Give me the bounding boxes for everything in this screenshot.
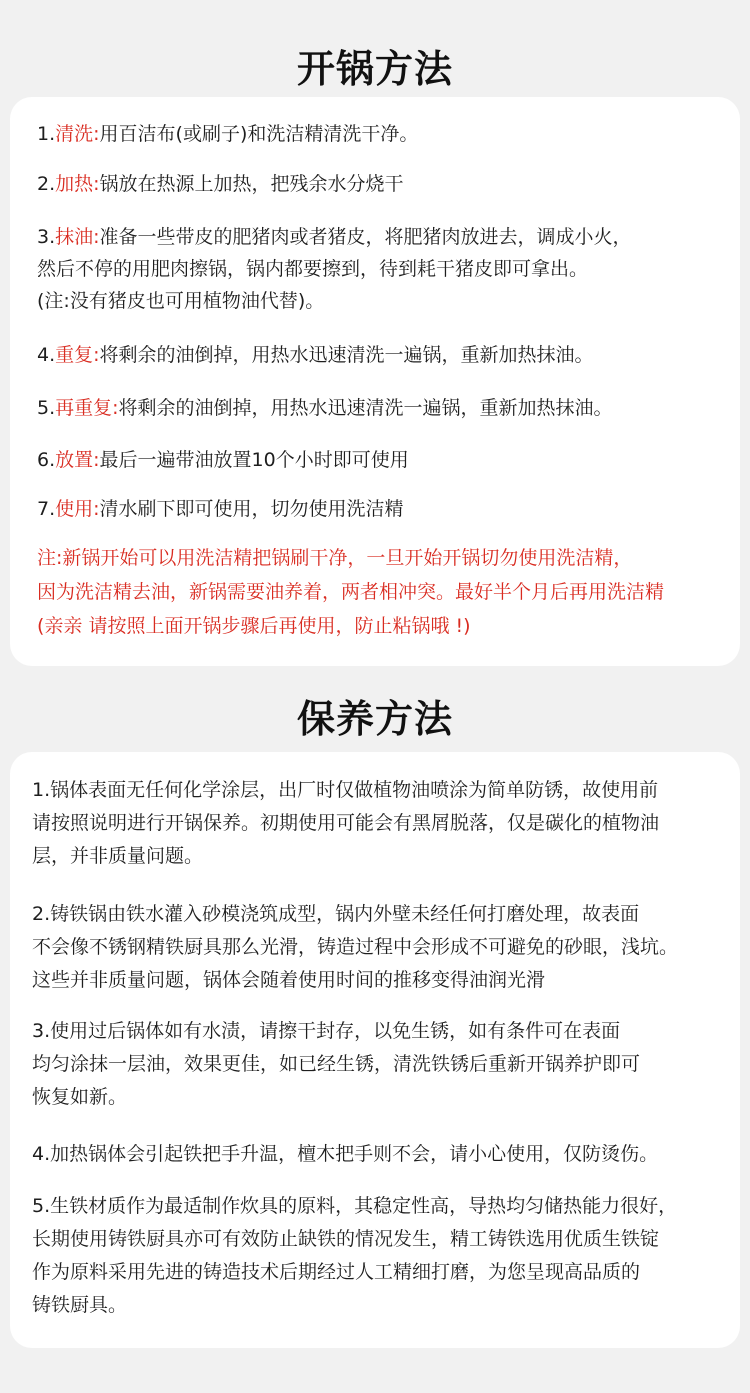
step-text: 用百洁布(或刷子)和洗洁精清洗干净。 [99, 123, 419, 145]
opening-step-6 [37, 444, 737, 476]
maintenance-item-4 [32, 1138, 737, 1171]
step-text: 准备一些带皮的肥猪肉或者猪皮，将肥猪肉放进去，调成小火， [99, 226, 632, 248]
opening-warning-note [37, 541, 737, 643]
para-line: 恢复如新。 [32, 1086, 128, 1108]
para-line: 请按照说明进行开锅保养。初期使用可能会有黑屑脱落，仅是碳化的植物油 [32, 812, 660, 834]
para-line: 铸铁厨具。 [32, 1294, 128, 1316]
step-line: (注:没有猪皮也可用植物油代替)。 [37, 290, 325, 312]
maintenance-method-title: 保养方法 [296, 697, 453, 741]
step-label: 使用: [55, 498, 100, 520]
opening-step-4 [37, 339, 737, 371]
para-line: 3.使用过后锅体如有水渍，请擦干封存，以免生锈，如有条件可在表面 [32, 1020, 621, 1042]
maintenance-item-2 [32, 898, 737, 997]
opening-step-2 [37, 168, 737, 200]
para-line: 4.加热锅体会引起铁把手升温，檀木把手则不会，请小心使用，仅防烫伤。 [32, 1143, 659, 1165]
step-text: 清水刷下即可使用，切勿使用洗洁精 [99, 498, 404, 520]
step-text: 将剩余的油倒掉，用热水迅速清洗一遍锅，重新加热抹油。 [99, 344, 594, 366]
maintenance-item-5 [32, 1190, 737, 1322]
note-line: (亲亲 请按照上面开锅步骤后再使用，防止粘锅哦 !) [37, 615, 471, 637]
step-label: 抹油: [55, 226, 100, 248]
opening-step-3 [37, 221, 737, 317]
opening-step-1 [37, 118, 737, 150]
step-number: 1. [37, 123, 56, 145]
opening-method-title: 开锅方法 [296, 47, 453, 91]
step-text: 将剩余的油倒掉，用热水迅速清洗一遍锅，重新加热抹油。 [118, 397, 613, 419]
step-text: 锅放在热源上加热，把残余水分烧干 [99, 173, 404, 195]
para-line: 1.锅体表面无任何化学涂层，出厂时仅做植物油喷涂为简单防锈，故使用前 [32, 779, 659, 801]
step-number: 6. [37, 449, 56, 471]
step-line [37, 221, 737, 253]
maintenance-item-3 [32, 1015, 737, 1114]
para-line: 不会像不锈钢精铁厨具那么光滑，铸造过程中会形成不可避免的砂眼，浅坑。 [32, 936, 679, 958]
step-number: 4. [37, 344, 56, 366]
opening-step-7 [37, 493, 737, 525]
step-text: 最后一遍带油放置10个小时即可使用 [99, 449, 409, 471]
step-number: 3. [37, 226, 56, 248]
para-line: 2.铸铁锅由铁水灌入砂模浇筑成型，锅内外壁未经任何打磨处理，故表面 [32, 903, 640, 925]
para-line: 层，并非质量问题。 [32, 845, 204, 867]
step-label: 再重复: [55, 397, 119, 419]
maintenance-item-1 [32, 774, 737, 873]
opening-step-5 [37, 392, 737, 424]
opening-method-card [10, 97, 740, 666]
para-line: 长期使用铸铁厨具亦可有效防止缺铁的情况发生，精工铸铁选用优质生铁锭 [32, 1228, 660, 1250]
step-label: 重复: [55, 344, 100, 366]
step-line: 然后不停的用肥肉擦锅，锅内都要擦到，待到耗干猪皮即可拿出。 [37, 258, 589, 280]
para-line: 均匀涂抹一层油，效果更佳，如已经生锈，清洗铁锈后重新开锅养护即可 [32, 1053, 641, 1075]
maintenance-method-card [10, 752, 740, 1348]
note-line: 注:新锅开始可以用洗洁精把锅刷干净，一旦开始开锅切勿使用洗洁精， [37, 547, 633, 569]
step-label: 放置: [55, 449, 100, 471]
note-line: 因为洗洁精去油，新锅需要油养着，两者相冲突。最好半个月后再用洗洁精 [37, 581, 665, 603]
para-line: 这些并非质量问题，锅体会随着使用时间的推移变得油润光滑 [32, 969, 546, 991]
para-line: 作为原料采用先进的铸造技术后期经过人工精细打磨，为您呈现高品质的 [32, 1261, 641, 1283]
step-label: 加热: [55, 173, 100, 195]
step-number: 2. [37, 173, 56, 195]
step-label: 清洗: [55, 123, 100, 145]
step-number: 5. [37, 397, 56, 419]
para-line: 5.生铁材质作为最适制作炊具的原料，其稳定性高，导热均匀储热能力很好， [32, 1195, 678, 1217]
step-number: 7. [37, 498, 56, 520]
